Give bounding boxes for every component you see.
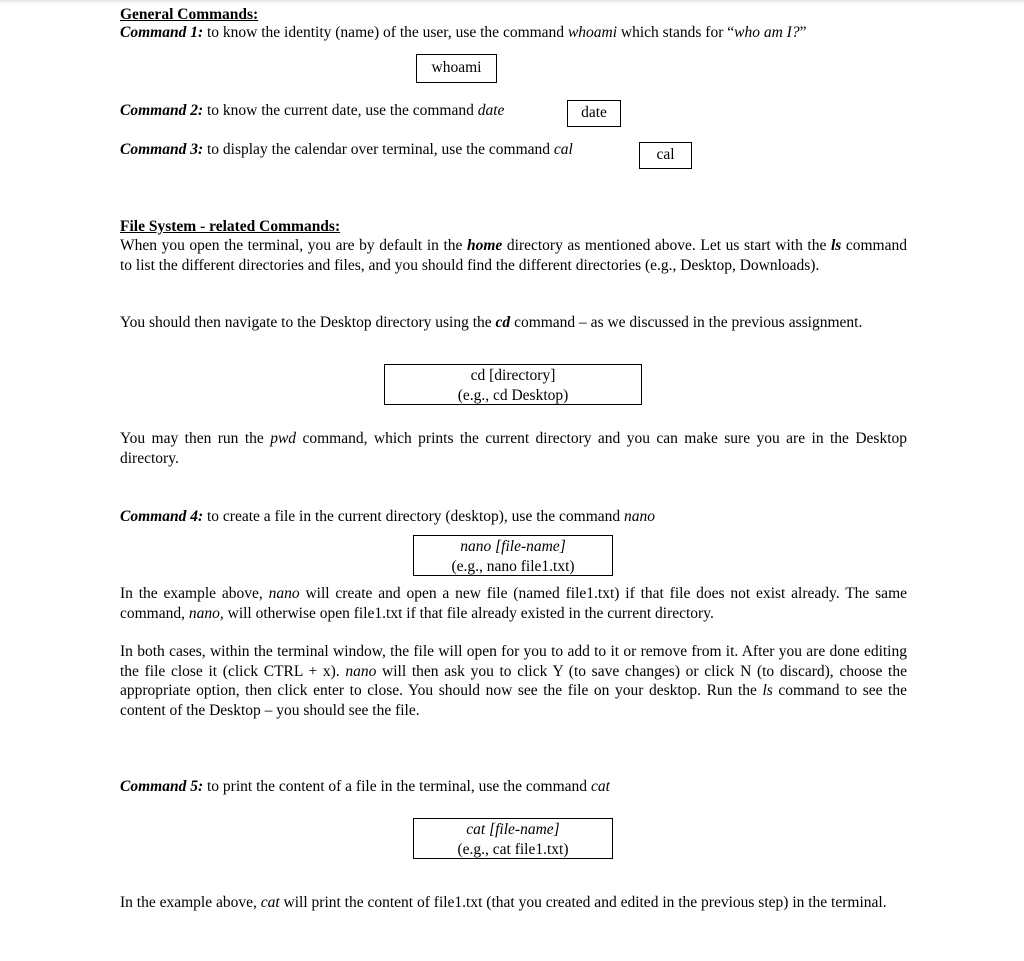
file-system-heading: File System - related Commands: [120, 218, 341, 235]
command-1-desc-c: ” [799, 24, 807, 41]
command-2-code: date [477, 102, 505, 119]
command-1-code: whoami [567, 24, 618, 41]
p3-text-b: command, which prints the current directory and you can make sure you are in the Desktop directory. [120, 430, 907, 467]
p6-text-b: will print the content of file1.txt (that you created and edited in the previous step) in the terminal. [279, 894, 887, 911]
file-system-paragraph-3 [120, 429, 907, 468]
command-5-label: Command 5: [120, 778, 204, 795]
whoami-command-box: whoami [416, 54, 497, 83]
nano-command-box [413, 535, 613, 576]
p4-nano-1: nano [268, 585, 300, 602]
page-top-edge [0, 0, 1024, 4]
file-system-paragraph-4 [120, 584, 907, 623]
command-3-code: cal [553, 141, 573, 158]
file-system-paragraph-6 [120, 893, 907, 913]
p1-text-c: command to list the different directories and files, and you should find the different directories (e.g., Desktop, Downloads). [120, 237, 907, 274]
command-4-text [120, 507, 655, 527]
p2-cd: cd [495, 314, 511, 331]
command-2-label: Command 2: [120, 102, 204, 119]
cd-command-box [384, 364, 642, 405]
cal-command-box: cal [639, 142, 692, 169]
p5-ls: ls [762, 682, 773, 699]
p4-text-b: will create and open a new file (named file1.txt) if that file does not exist already. The same command, [120, 585, 908, 622]
p5-nano: nano [345, 662, 377, 680]
command-1-meaning: who am I? [734, 24, 800, 41]
file-system-paragraph-5 [120, 642, 907, 720]
command-3-desc: to display the calendar over terminal, use the command [203, 141, 554, 158]
general-commands-heading: General Commands: [120, 6, 259, 23]
cat-command-box [413, 818, 613, 859]
command-1-desc-b: which stands for “ [617, 24, 735, 41]
p3-text-a: You may then run the [120, 430, 271, 447]
file-system-paragraph-2 [120, 313, 907, 333]
p1-text-b: directory as mentioned above. Let us start with the [502, 237, 831, 254]
p4-text-c: will otherwise open file1.txt if that file already existed in the current directory. [223, 604, 714, 622]
p4-text-a: In the example above, [120, 585, 269, 602]
nano-box-line-2: (e.g., nano file1.txt) [451, 557, 575, 575]
command-3-text [120, 140, 573, 160]
file-system-paragraph-1 [120, 236, 907, 275]
nano-box-line-1: nano [file-name] [460, 538, 566, 555]
p1-ls: ls [830, 237, 842, 254]
command-2-desc: to know the current date, use the command [203, 102, 478, 119]
command-1-label: Command 1: [120, 24, 204, 41]
command-4-desc: to create a file in the current directory (desktop), use the command [203, 508, 625, 525]
p4-nano-2: nano, [188, 604, 224, 622]
p6-text-a: In the example above, [120, 894, 261, 911]
command-1-desc-a: to know the identity (name) of the user, use the command [203, 24, 568, 41]
p6-cat: cat [260, 894, 280, 911]
p2-text-a: You should then navigate to the Desktop directory using the [120, 314, 496, 331]
date-command-box: date [567, 100, 621, 127]
p5-text-a: In both cases, within the terminal window, the file will open for you to add to it or remove from it. After you are done editing the file close it (click CTRL + x). [120, 643, 907, 680]
p1-home: home [466, 237, 503, 254]
command-2-text [120, 101, 504, 121]
command-4-label: Command 4: [120, 508, 204, 525]
cat-box-line-2: (e.g., cat file1.txt) [457, 840, 569, 858]
command-5-code: cat [590, 778, 610, 795]
command-5-text [120, 777, 610, 797]
p2-text-b: command – as we discussed in the previous assignment. [510, 314, 863, 331]
command-5-desc: to print the content of a file in the terminal, use the command [203, 778, 591, 795]
command-4-code: nano [624, 508, 656, 525]
p3-pwd: pwd [270, 430, 297, 447]
p5-text-c: command to see the content of the Desktop – you should see the file. [120, 682, 907, 719]
cd-box-line-2: (e.g., cd Desktop) [457, 386, 569, 404]
command-3-label: Command 3: [120, 141, 204, 158]
cat-box-line-1: cat [file-name] [466, 821, 560, 838]
p1-text-a: When you open the terminal, you are by default in the [120, 237, 467, 254]
command-1-text [120, 23, 806, 43]
cd-box-line-1: cd [directory] [470, 367, 556, 384]
p5-text-b: will then ask you to click Y (to save changes) or click N (to discard), choose the appropriate option, then click enter to close. You should now see the file on your desktop. Run the [120, 662, 907, 699]
